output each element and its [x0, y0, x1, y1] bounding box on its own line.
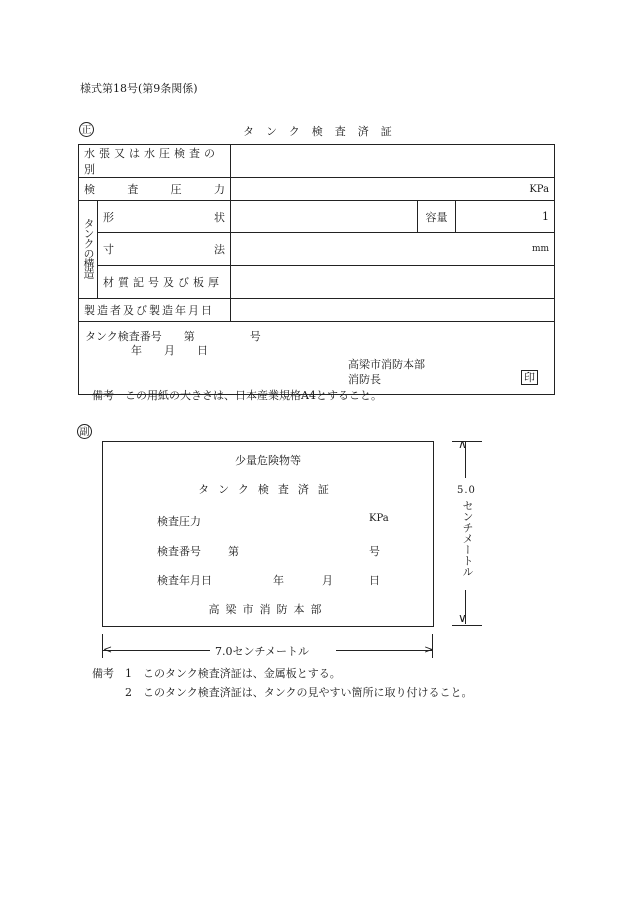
shape-value: [231, 201, 418, 233]
manufacturer-label: 製造者及び製造年月日: [84, 304, 214, 317]
capacity-label: 容量: [418, 201, 456, 233]
height-unit: センチメートル: [461, 500, 474, 577]
front-title: タンク検査済証: [243, 125, 404, 138]
width-arrow-line-left: [103, 650, 210, 651]
chief-title: 消防長: [348, 373, 381, 386]
shape-row: [79, 201, 555, 233]
issuer-name: 高梁市消防本部: [348, 358, 425, 371]
seal-mark: 印: [521, 370, 538, 385]
manufacturer-value: [231, 299, 555, 322]
pressure-row: [79, 178, 555, 201]
sub-year: 年: [273, 574, 284, 587]
pressure-label: 検 査 圧 力: [84, 183, 225, 196]
water-test-row: [79, 145, 555, 178]
sub-number-dai: 第: [228, 545, 239, 558]
front-badge: 正: [79, 122, 94, 137]
height-arrow-up-icon: ∧: [458, 437, 467, 451]
structure-label: タンクの構造: [82, 218, 95, 278]
manufacturer-row: [79, 299, 555, 322]
sub-month: 月: [322, 574, 333, 587]
capacity-value: 1: [456, 201, 555, 233]
dimension-row: [79, 233, 555, 266]
width-arrow-left-icon: <: [103, 643, 113, 656]
sub-plate: [102, 441, 434, 627]
sub-number-label: 検査番号: [157, 545, 201, 558]
height-value: 5.0: [457, 485, 476, 496]
width-arrow-right-icon: >: [424, 643, 434, 656]
form-number: 様式第18号(第9条関係): [80, 82, 198, 95]
sub-note-1: 1 このタンク検査済証は、金属板とする。: [125, 667, 341, 680]
height-bottom-tick: [452, 625, 482, 626]
inspection-date: 年 月 日: [131, 344, 208, 357]
structure-label-cell: [79, 201, 98, 299]
inspection-number: タンク検査番号 第 号: [85, 330, 261, 343]
sub-pressure-label: 検査圧力: [157, 515, 201, 528]
dimension-label: 寸 法: [103, 243, 225, 256]
material-label: 材質記号及び板厚: [103, 276, 223, 289]
issuance-row: [79, 322, 555, 395]
sub-number-go: 号: [369, 545, 380, 558]
issuance-cell: [79, 322, 555, 395]
sub-badge: 副: [77, 424, 92, 439]
material-value: [231, 266, 555, 299]
front-form-table: [78, 144, 555, 395]
sub-note-2: 2 このタンク検査済証は、タンクの見やすい箇所に取り付けること。: [125, 686, 473, 699]
material-row: [79, 266, 555, 299]
water-test-label: 水張又は水圧検査の別: [84, 147, 219, 176]
sub-notes-label: 備考: [92, 667, 114, 680]
sub-title: タンク検査済証: [198, 483, 338, 496]
dimension-unit: mm: [231, 233, 555, 266]
sub-date-label: 検査年月日: [157, 574, 212, 587]
shape-label: 形 状: [103, 210, 225, 224]
water-test-value: [231, 145, 555, 178]
sub-pressure-unit: KPa: [369, 513, 389, 524]
height-top-tick: [452, 441, 482, 442]
sub-issuer: 高梁市消防本部: [208, 603, 328, 616]
width-label: 7.0センチメートル: [215, 645, 310, 658]
sub-category: 少量危険物等: [235, 454, 301, 467]
front-note: 備考 この用紙の大きさは、日本産業規格A4とすること。: [92, 389, 382, 402]
sub-day: 日: [369, 574, 380, 587]
pressure-unit: KPa: [231, 178, 555, 201]
height-arrow-down-icon: ∨: [458, 611, 467, 625]
width-arrow-line-right: [336, 650, 432, 651]
